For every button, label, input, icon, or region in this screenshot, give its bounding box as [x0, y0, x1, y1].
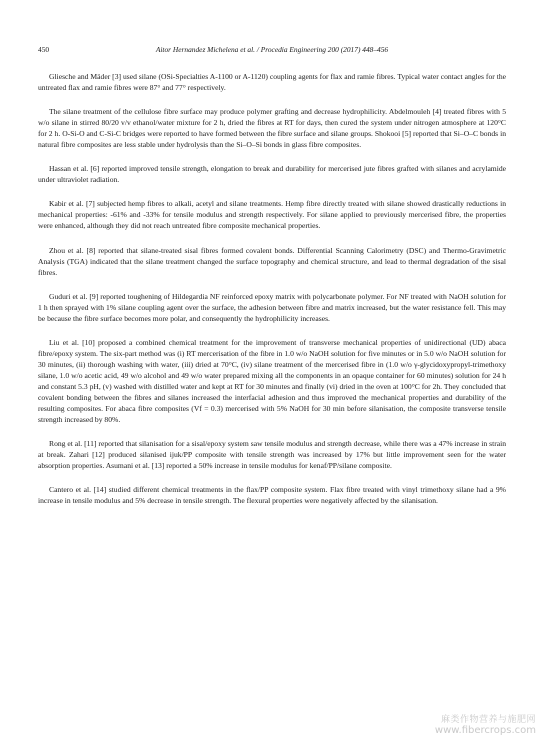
watermark-text: 麻类作物营养与施肥网 — [440, 715, 536, 725]
paragraph-liu: Liu et al. [10] proposed a combined chemical treatment for the improvement of transverse mechanical properties of unidirectional (UD) abaca fibre/epoxy system. The six-part method was (i) RT mercerisation of the fibre in 1.0 w/o NaOH solution for five minutes or in 5.0 w/o NaOH solution for 30 minutes, (ii) thorough washing with water, (iii) dried at 70°C, (iv) silane treatment of the mercerised fibre in (1.0 w/o γ-glycidoxypropyl-trimethoxy silane, 1.0 w/o acetic acid, 49 w/o alcohol and 49 w/o water prepared mixing all the components in an opaque container for 60 minutes) solution for 24 h and constant 5.3 pH, (v) washed with distilled water and kept at RT for 30 minutes and finally (vi) dried in the oven at 100°C for 2h. They concluded that covalent bonding between the fibres and silanes increased the interfacial adhesion and thus improved the mechanical properties and durability of the resulting composites. For abaca fibre composites (Vf = 0.3) mercerised with 5% NaOH for 30 min before silanisation, the composite transverse tensile strength increased by 80%. — [38, 337, 506, 425]
paragraph-gliesche: Gliesche and Mäder [3] used silane (OSi-Specialties A-1100 or A-1120) coupling agents for flax and ramie fibres. Typical water contact angles for the untreated flax and ramie fibres were 87° and 77° respectively. — [38, 72, 506, 93]
watermark — [435, 712, 536, 736]
paragraph-kabir: Kabir et al. [7] subjected hemp fibres to alkali, acetyl and silane treatments. Hemp fibre directly treated with silane showed drastically reductions in mechanical properties: -61% and -33% for tensile modulus and strength respectively. For silane applied to previously mercerised fibre, the properties were enhanced, although they did not reach untreated fibre composite mechanical properties. — [38, 199, 506, 231]
paragraph-silane-treatment: The silane treatment of the cellulose fibre surface may produce polymer grafting and decrease hydrophilicity. Abdelmouleh [4] treated fibres with 5 w/o silane in stirred 80/20 v/v ethanol/water mixture for 2 h, dried the fibres at RT for days, then cured the system under nitrogen atmosphere at 120°C for 2 h. O-Si-O and C-Si-C bridges were reported to have formed between the fibre surface and silane groups. Shokooi [5] reported that Si–O–C bonds in natural fibre composites are less stable under hydrolysis than the Si–O–Si bonds in glass fibre composites. — [38, 107, 506, 150]
page-number: 450 — [38, 45, 50, 54]
paragraph-cantero: Cantero et al. [14] studied different chemical treatments in the flax/PP composite system. Flax fibre treated with vinyl trimethoxy silane had a 9% increase in tensile modulus and 5% decrease in tensile strength. The flexural properties were negatively affected by the silanisation. — [38, 485, 506, 506]
body-text — [38, 71, 506, 519]
paragraph-rong: Rong et al. [11] reported that silanisation for a sisal/epoxy system saw tensile modulus and strength decrease, while there was a 47% increase in strain at break. Zahari [12] produced silanised ijuk/PP composite with tensile strength was increased by 17% but little improvement seen for the water absorption properties. Asumani et al. [13] reported a 50% increase in tensile modulus for kenaf/PP/silane composite. — [38, 439, 506, 471]
page-header — [38, 45, 506, 57]
watermark-url: www.fibercrops.com — [434, 725, 536, 736]
paragraph-hassan: Hassan et al. [6] reported improved tensile strength, elongation to break and durability for mercerised jute fibres grafted with silanes and acrylamide under ultraviolet radiation. — [38, 164, 506, 185]
running-head: Aitor Hernandez Michelena et al. / Procedia Engineering 200 (2017) 448–456 — [155, 45, 389, 54]
paragraph-zhou: Zhou et al. [8] reported that silane-treated sisal fibres formed covalent bonds. Differential Scanning Calorimetry (DSC) and Thermo-Gravimetric Analysis (TGA) indicated that the silane treatment changed the surface topography and chemical structure, and lead to thermal degradation of the sisal fibres. — [38, 245, 506, 277]
paragraph-guduri: Guduri et al. [9] reported toughening of Hildegardia NF reinforced epoxy matrix with polycarbonate polymer. For NF treated with NaOH solution for 1 h then sprayed with 1% silane coupling agent over the surface, the adhesion between fibre and matrix increased, but the water resistance fell. This may be because the fibre surface becomes more polar, and consequently the hydrophilicity increases. — [38, 291, 506, 323]
